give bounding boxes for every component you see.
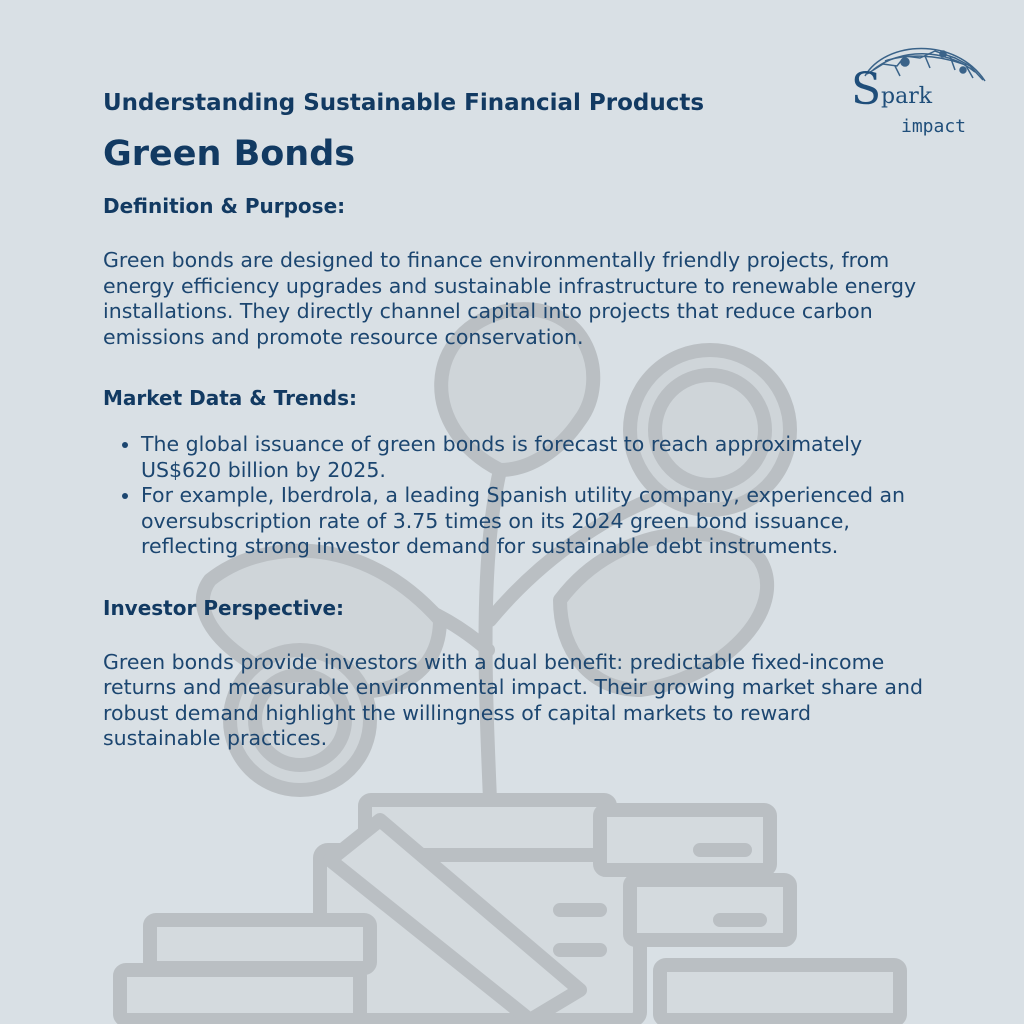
page-title: Green Bonds [103, 134, 356, 174]
definition-heading: Definition & Purpose: [103, 194, 346, 218]
main-content [103, 86, 923, 752]
investor-heading: Investor Perspective: [103, 595, 345, 620]
investor-body: Green bonds provide investors with a dual benefit: predictable fixed-income returns and measurable environmental impact. Their growing market share and robust demand highlight the willingness of capital markets to reward sustainable practices. [103, 649, 923, 750]
list-item: • For example, Iberdrola, a leading Spanish utility company, experienced an oversubscription rate of 3.75 times on its 2024 green bond issuance, reflecting strong investor demand for sustainable debt instruments. [141, 483, 923, 560]
market-heading: Market Data & Trends: [103, 386, 357, 410]
market-bullets [103, 432, 923, 560]
logo-text-bottom: impact [901, 116, 967, 137]
logo-initial: S [851, 64, 882, 115]
definition-body: Green bonds are designed to finance environmentally friendly projects, from energy efficiency upgrades and sustainable infrastructure to renewable energy installations. They directly channel capital into projects that reduce carbon emissions and promote resource conservation. [103, 248, 917, 349]
logo-text-top: park [881, 84, 933, 109]
page-kicker: Understanding Sustainable Financial Products [103, 90, 705, 116]
list-item: • The global issuance of green bonds is forecast to reach approximately US$620 billion by 2025. [141, 432, 923, 483]
